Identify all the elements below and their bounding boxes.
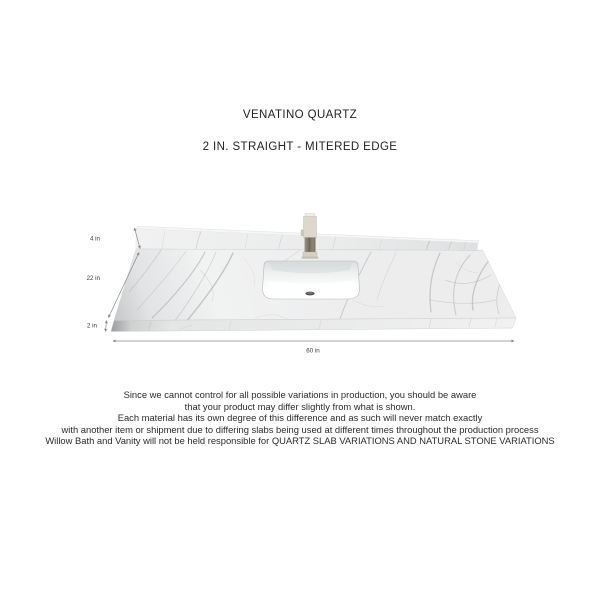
faucet-base-plate (302, 257, 319, 259)
countertop-diagram (80, 200, 540, 365)
dim-label-edge-thickness: 2 in (87, 322, 97, 330)
disclaimer-line: Each material has its own degree of this difference and as such will never match exactly (117, 412, 483, 424)
faucet-spout-tip (301, 230, 304, 237)
product-title: VENATINO QUARTZ (242, 109, 358, 121)
faucet-base (303, 252, 317, 257)
disclaimer-line: with another item or shipment due to differing slabs being used at different times throughout the production process (61, 423, 539, 435)
faucet-column (305, 238, 316, 253)
dim-label-depth: 22 in (86, 275, 100, 282)
faucet (301, 214, 319, 259)
disclaimer-line: that your product may differ slightly from what is shown. (184, 400, 416, 412)
mitered-front-edge (111, 318, 516, 332)
disclaimer-line: Willow Bath and Vanity will not be held responsible for QUARTZ SLAB VARIATIONS AND NATURAL STONE VARIATIONS (45, 435, 555, 447)
countertop-rendering (111, 214, 516, 332)
dim-line-edge-thickness (106, 321, 107, 332)
dim-label-backsplash-height: 4 in (90, 235, 100, 243)
product-edge-spec: 2 IN. STRAIGHT - MITERED EDGE (202, 141, 398, 153)
sink-drain-cap (307, 292, 313, 294)
faucet-spout-body (304, 217, 317, 238)
undermount-sink (263, 261, 360, 299)
dim-label-width: 60 in (306, 347, 320, 355)
disclaimer-line: Since we cannot control for all possible variations in production, you should be aware (123, 389, 477, 400)
production-disclaimer (0, 389, 600, 447)
